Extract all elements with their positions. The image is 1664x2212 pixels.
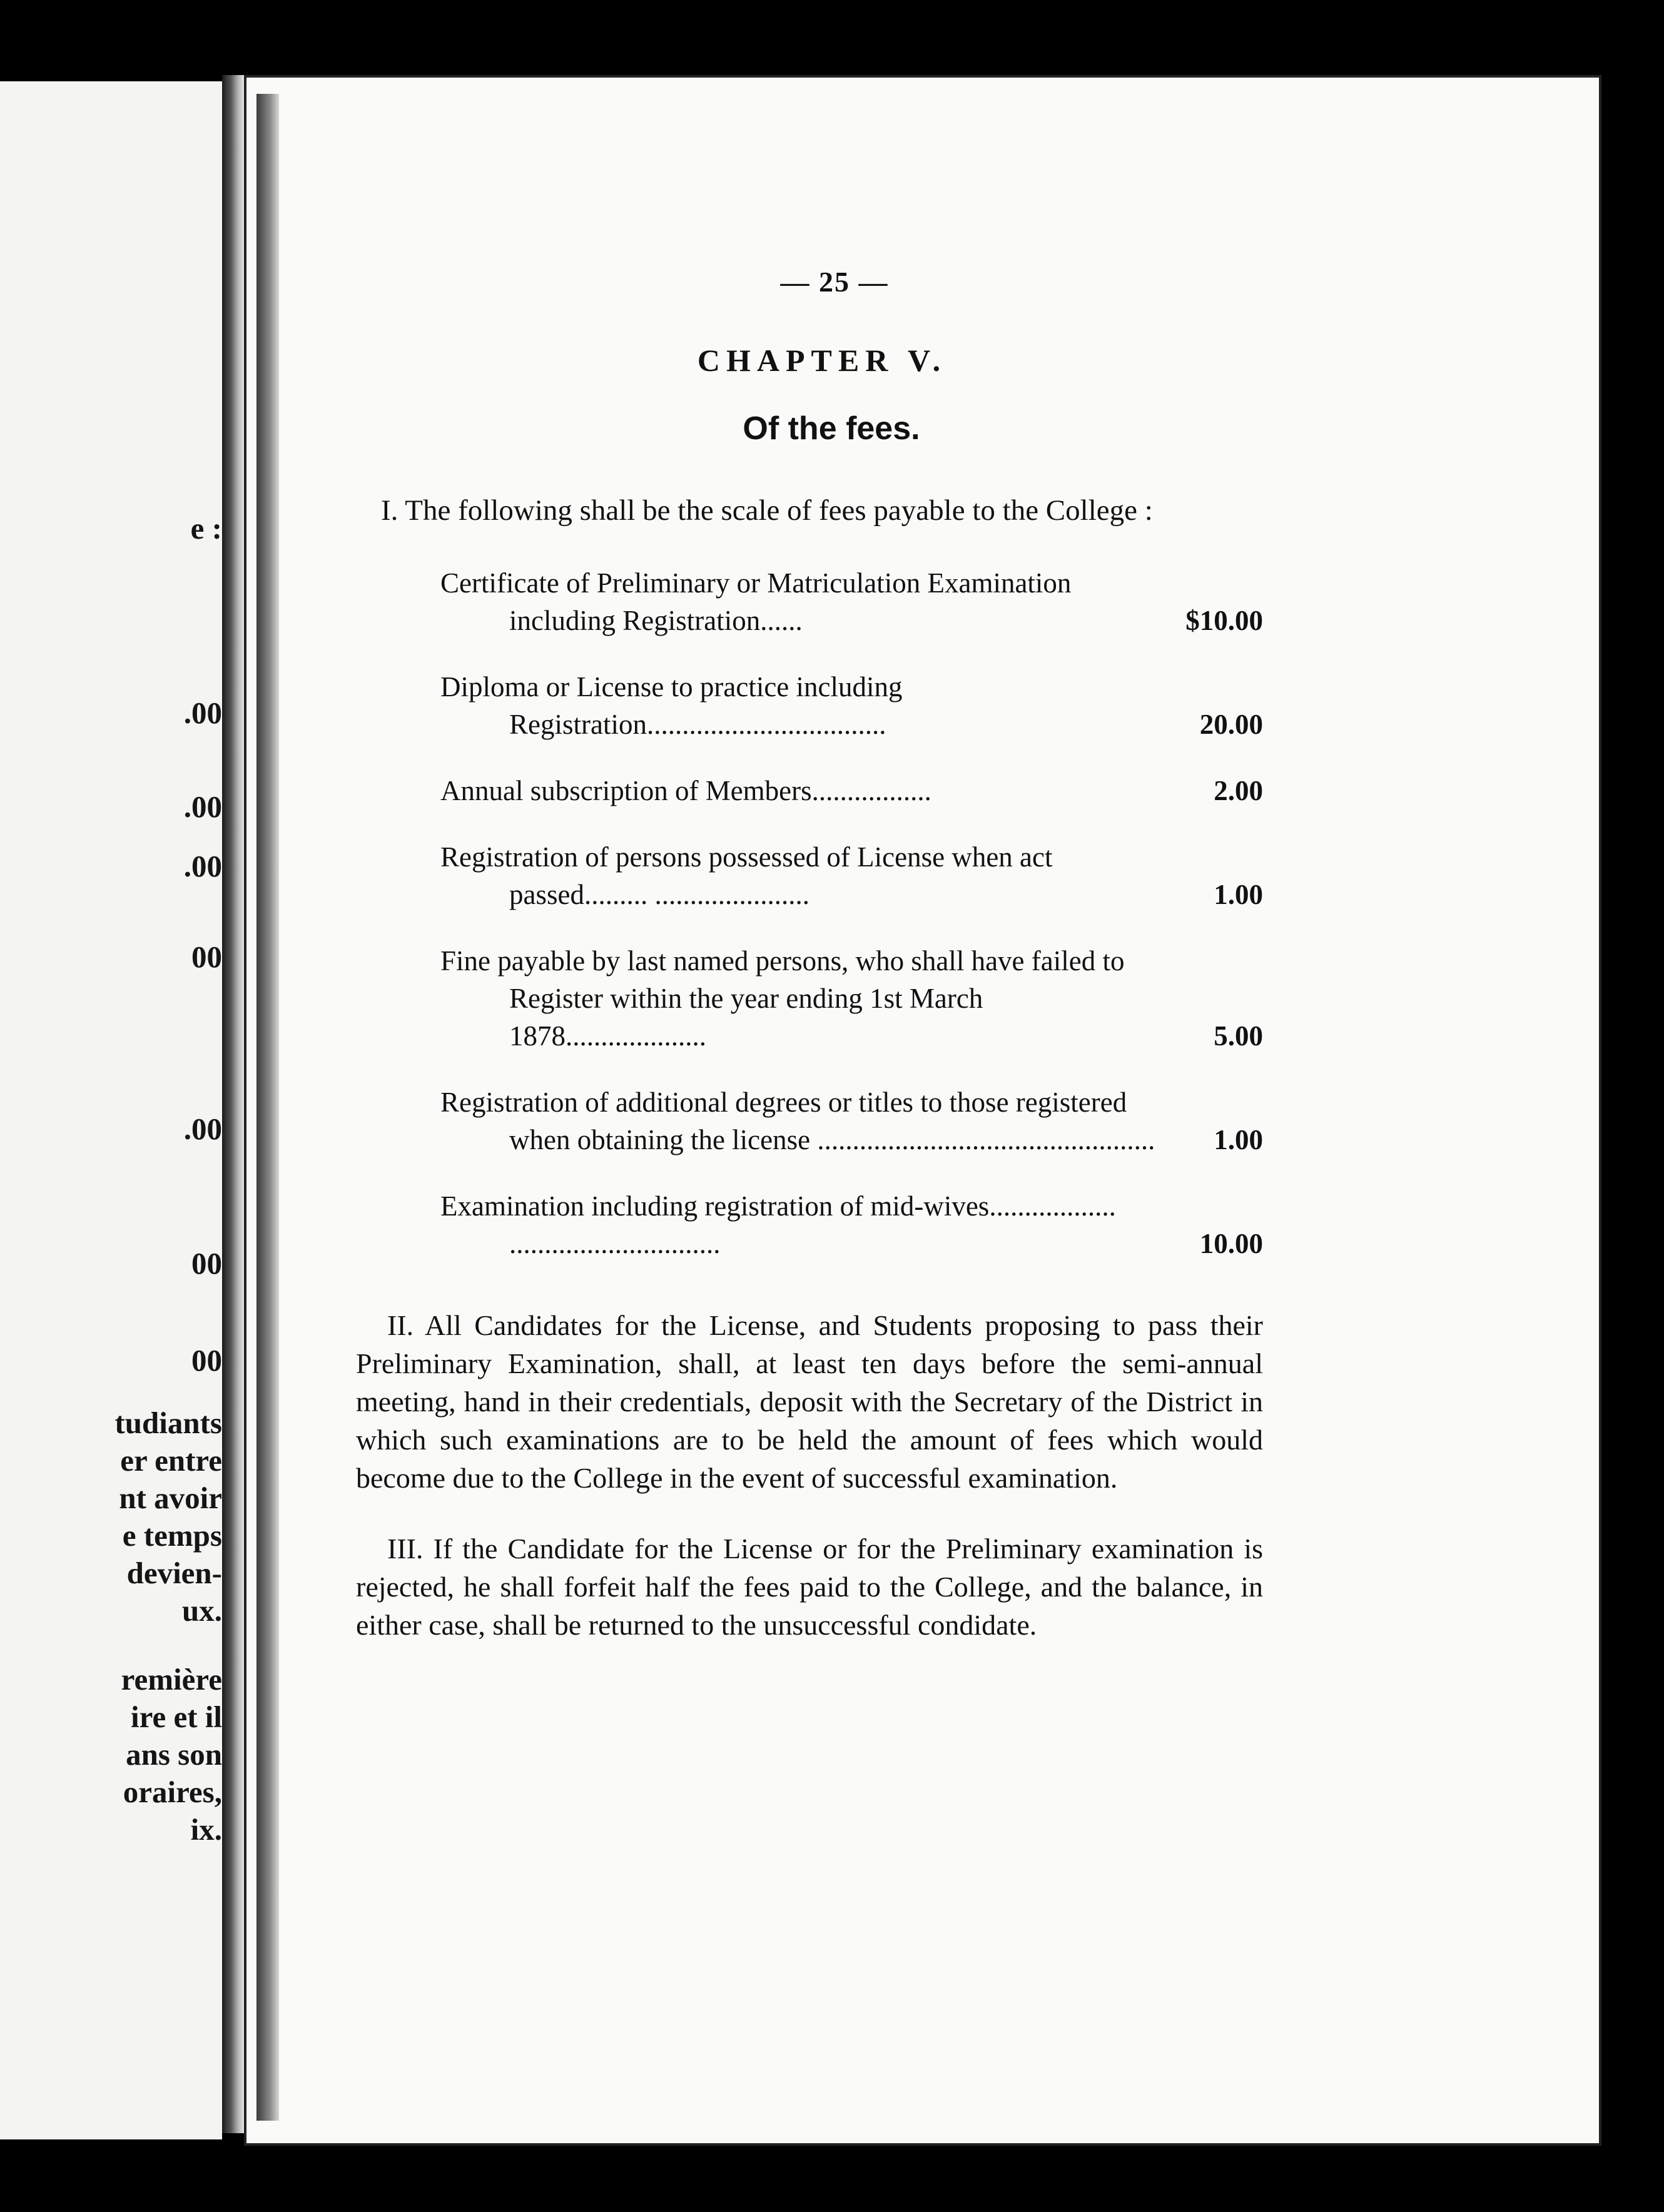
fee-description: Registration of persons possessed of License when act passed......... ...................... (440, 841, 1053, 910)
left-page-text: nt avoir (119, 1481, 222, 1515)
left-page-text: .00 (183, 789, 222, 824)
fee-description: Annual subscription of Members................. (440, 775, 931, 806)
fee-amount: 1.00 (1214, 1124, 1263, 1155)
fee-amount: $10.00 (1185, 605, 1263, 636)
chapter-heading: CHAPTER V. (697, 343, 947, 378)
fee-description: Diploma or License to practice including Registration.................................. (440, 671, 903, 740)
left-page-text: tudiants (114, 1406, 222, 1440)
left-page-text: devien- (126, 1556, 222, 1590)
left-page-fragment (0, 81, 222, 2139)
left-page-text: .00 (183, 1112, 222, 1146)
left-page-text: 00 (191, 1246, 222, 1281)
fee-description: Examination including registration of mid-wives.................. .............................. (440, 1190, 1116, 1259)
fee-row (356, 1187, 1263, 1262)
paragraph-three: III. If the Candidate for the License or for the Preliminary examination is rejected, he shall forfeit half the fees paid to the College, and the balance, in either case, shall be returned to the unsuccessful condidate. (356, 1533, 1263, 1641)
left-page-text: e : (190, 511, 222, 545)
document-page (244, 75, 1601, 2146)
fee-row (356, 942, 1263, 1055)
left-page-text: e temps (122, 1518, 222, 1553)
page-edge-shadow (256, 94, 279, 2121)
page-number: — 25 — (780, 266, 889, 298)
fee-amount: 2.00 (1214, 775, 1263, 806)
intro-paragraph: I. The following shall be the scale of fees payable to the College : (381, 494, 1153, 527)
fee-amount: 5.00 (1214, 1020, 1263, 1052)
left-page-text: ans son (126, 1737, 222, 1772)
left-page-text: 00 (191, 940, 222, 974)
fee-row (356, 838, 1263, 913)
fee-amount: 10.00 (1199, 1228, 1263, 1259)
fee-row (356, 564, 1263, 639)
fee-schedule (356, 564, 1263, 1262)
binding-gutter (222, 75, 244, 2133)
fee-row (356, 1083, 1263, 1159)
left-page-text: .00 (183, 696, 222, 730)
fee-row (356, 668, 1263, 743)
left-page-text: 00 (191, 1343, 222, 1377)
fee-description: Registration of additional degrees or titles to those registered when obtaining the license ................................................ (440, 1087, 1155, 1155)
section-title: Of the fees. (743, 410, 920, 447)
left-page-text: ix. (190, 1812, 222, 1847)
paragraph-two: II. All Candidates for the License, and Students proposing to pass their Preliminary Examination, shall, at least ten days before the semi-annual meeting, hand in their credentials, deposit with the Secretary of the District in which such examinations are to be held the amount of fees which would become due to the College in the event of successful examination. (356, 1309, 1263, 1494)
left-page-text: oraires, (123, 1775, 222, 1809)
fee-description: Fine payable by last named persons, who shall have failed to Register within the year ending 1st March 1878.................... (440, 945, 1125, 1052)
fee-amount: 20.00 (1199, 709, 1263, 740)
fee-row (356, 772, 1263, 809)
left-page-text: ire et il (130, 1700, 222, 1734)
left-page-text: er entre (120, 1443, 222, 1478)
fee-amount: 1.00 (1214, 879, 1263, 910)
page-body (356, 265, 1263, 1677)
left-page-text: ux. (181, 1593, 222, 1628)
fee-description: Certificate of Preliminary or Matriculation Examination including Registration...... (440, 567, 1072, 636)
left-page-text: .00 (183, 849, 222, 883)
left-page-text: remière (121, 1662, 222, 1697)
